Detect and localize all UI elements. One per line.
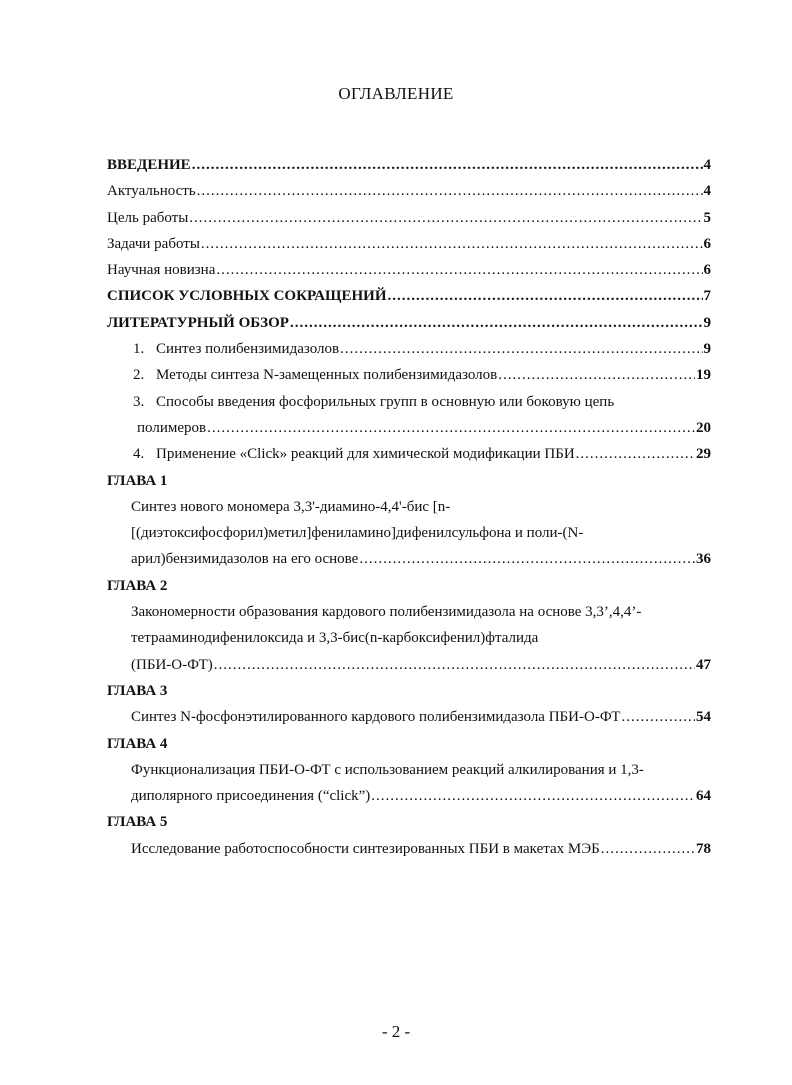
dot-leader [216, 257, 702, 283]
dot-leader [189, 205, 702, 231]
toc-page-number: 36 [696, 551, 711, 568]
toc-page-number: 20 [696, 419, 711, 436]
toc-title: ОГЛАВЛЕНИЕ [338, 84, 454, 103]
dot-leader [290, 310, 703, 336]
dot-leader [197, 178, 703, 204]
toc-entry-label [107, 362, 497, 388]
toc-entry-label: полимеров [137, 419, 207, 436]
toc-entry-label [107, 336, 339, 362]
chapter-title-line: диполярного присоединения (“click”) [131, 788, 371, 805]
chapter-title-line: (ПБИ-О-ФТ) [131, 656, 213, 673]
toc-entry-goal[interactable] [107, 205, 711, 231]
toc-entry-intro[interactable] [107, 152, 711, 178]
toc-entry-label: Актуальность [107, 183, 196, 200]
dot-leader [498, 362, 695, 388]
dot-leader [388, 283, 703, 309]
toc-entry-novelty[interactable] [107, 257, 711, 283]
list-number: 2. [133, 367, 145, 384]
toc-subentry-text: Применение «Click» реакций для химической модификации ПБИ [156, 446, 575, 463]
toc-subentry-text: Методы синтеза N-замещенных полибензимидазолов [156, 367, 498, 384]
toc-subentry-text: Синтез полибензимидазолов [156, 341, 340, 358]
dot-leader [601, 836, 695, 862]
chapter-heading: ГЛАВА 1 [107, 472, 168, 489]
toc-page-number: 9 [703, 341, 711, 358]
toc-page-number: 6 [703, 262, 711, 279]
toc-page-number: 4 [703, 183, 711, 200]
dot-leader [371, 783, 695, 809]
chapter-heading: ГЛАВА 4 [107, 735, 168, 752]
toc-entry-label: Научная новизна [107, 262, 216, 279]
toc-entry-relevance[interactable] [107, 178, 711, 204]
toc-page-number: 54 [696, 709, 711, 726]
toc-subentry-2[interactable] [107, 362, 711, 388]
chapter-title-line: Функционализация ПБИ-О-ФТ с использованием реакций алкилирования и 1,3- [131, 761, 644, 778]
toc-page-number: 78 [696, 840, 711, 857]
chapter-title-line: арил)бензимидазолов на его основе [131, 551, 359, 568]
toc-entry-label: СПИСОК УСЛОВНЫХ СОКРАЩЕНИЙ [107, 288, 387, 305]
chapter-title-line: Синтез нового мономера 3,3'-диамино-4,4'-бис [n- [131, 498, 451, 515]
chapter-title-line: Синтез N-фосфонэтилированного кардового полибензимидазола ПБИ-О-ФТ [131, 709, 621, 726]
toc-subentry-4[interactable] [107, 441, 711, 467]
toc-chapter-1[interactable] [107, 468, 711, 573]
chapter-title-line: [(диэтоксифосфорил)метил]фениламино]дифенилсульфона и поли-(N- [131, 525, 584, 542]
toc-page-number: 19 [696, 367, 711, 384]
toc-page-number: 6 [703, 235, 711, 252]
toc-entry-abbreviations[interactable] [107, 283, 711, 309]
toc-page-number: 64 [696, 788, 711, 805]
dot-leader [576, 441, 695, 467]
chapter-title-line: Исследование работоспособности синтезированных ПБИ в макетах МЭБ [131, 840, 600, 857]
toc-entry-label: Задачи работы [107, 235, 200, 252]
toc-page-number: 9 [703, 314, 711, 331]
dot-leader [340, 336, 702, 362]
list-number: 4. [133, 446, 145, 463]
toc-chapter-2[interactable] [107, 573, 711, 678]
dot-leader [192, 152, 703, 178]
toc-chapter-5[interactable] [107, 809, 711, 862]
toc-chapter-4[interactable] [107, 731, 711, 810]
toc-subentry-1[interactable] [107, 336, 711, 362]
toc-page-number: 5 [703, 209, 711, 226]
toc-entry-tasks[interactable] [107, 231, 711, 257]
toc-page-number: 47 [696, 656, 711, 673]
toc-page-number: 4 [703, 157, 711, 173]
dot-leader [214, 652, 695, 678]
chapter-title-line: тетрааминодифенилоксида и 3,3-бис(n-карбоксифенил)фталида [131, 630, 539, 647]
dot-leader [621, 704, 695, 730]
toc-page-number: 7 [703, 288, 711, 305]
chapter-heading: ГЛАВА 2 [107, 577, 168, 594]
toc-entry-label: ВВЕДЕНИЕ [107, 157, 191, 173]
chapter-heading: ГЛАВА 5 [107, 814, 168, 831]
toc-chapter-3[interactable] [107, 678, 711, 731]
toc-entry-label: ЛИТЕРАТУРНЫЙ ОБЗОР [107, 314, 289, 331]
dot-leader [201, 231, 703, 257]
page-number-footer: - 2 - [381, 1022, 411, 1041]
toc-subentry-3[interactable] [107, 389, 711, 442]
list-number: 3. [133, 393, 145, 410]
toc-page-number: 29 [696, 446, 711, 463]
dot-leader [359, 546, 695, 572]
table-of-contents [107, 152, 711, 862]
toc-entry-label [107, 441, 575, 467]
list-number: 1. [133, 341, 145, 358]
toc-entry-label: Цель работы [107, 209, 189, 226]
chapter-heading: ГЛАВА 3 [107, 682, 168, 699]
toc-entry-literature-review[interactable] [107, 310, 711, 336]
toc-subentry-text: Способы введения фосфорильных групп в основную или боковую цепь [156, 393, 615, 410]
chapter-title-line: Закономерности образования кардового полибензимидазола на основе 3,3’,4,4’- [131, 604, 642, 621]
dot-leader [207, 415, 695, 441]
